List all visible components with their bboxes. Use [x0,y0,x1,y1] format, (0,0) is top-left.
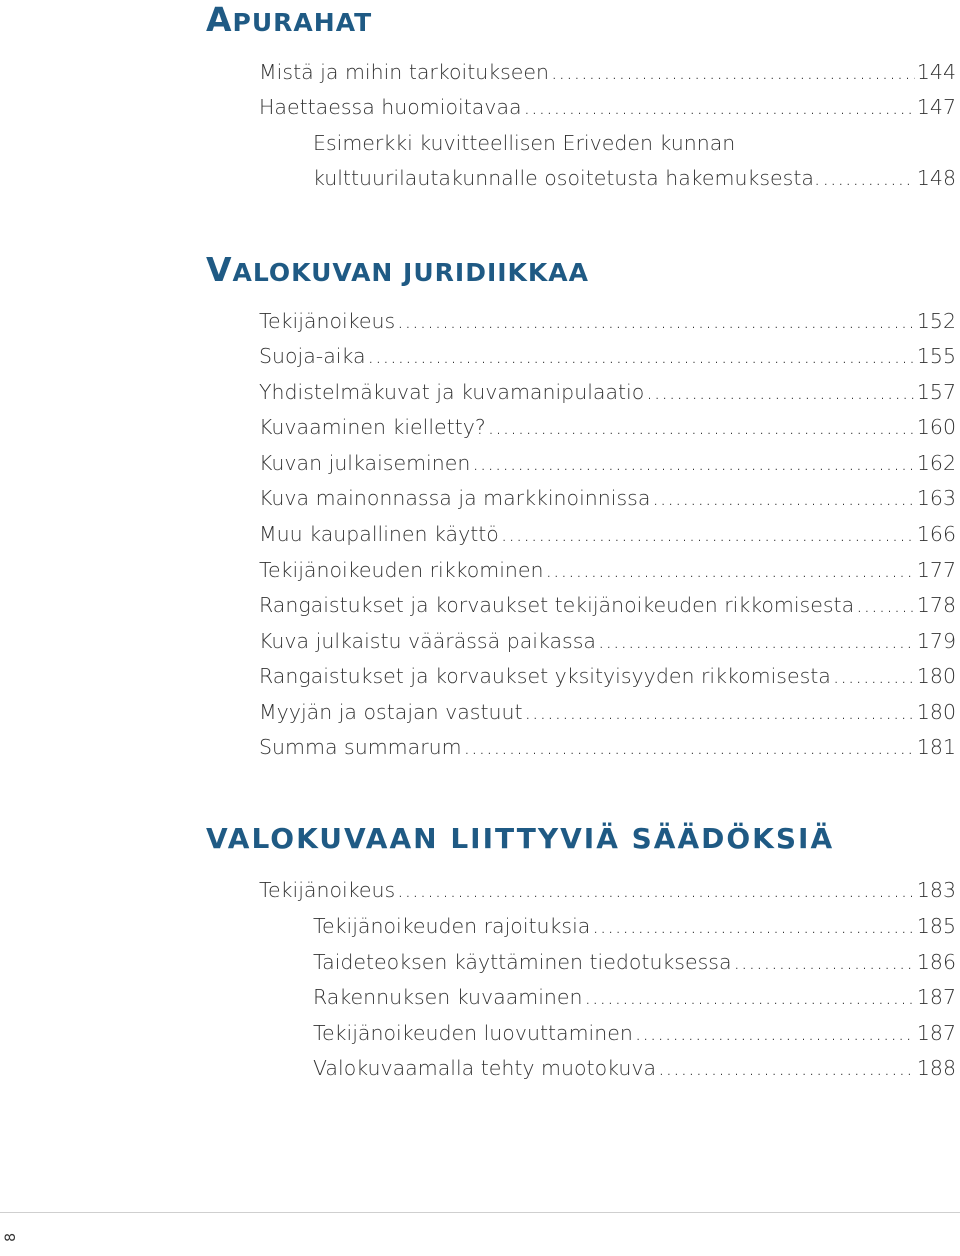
toc-entry-label: Valokuvaamalla tehty muotokuva [313,1056,657,1080]
dot-leader [368,339,915,373]
heading-initial: A [206,0,233,39]
toc-entry[interactable] [259,446,956,480]
dot-leader [524,90,915,124]
toc-entry[interactable] [259,873,956,907]
dot-leader [734,945,915,979]
toc-entry-page: 187 [916,1021,956,1045]
toc-entry[interactable] [259,481,956,515]
dot-leader [488,410,915,444]
toc-entry-label: Kuvaaminen kielletty? [259,415,486,439]
toc-entry-label-line1: Esimerkki kuvitteellisen Eriveden kunnan [313,131,736,155]
toc-entry-page: 178 [916,593,956,617]
toc-entry-page: 177 [916,558,956,582]
dot-leader [822,161,914,195]
page-number: 8 [3,1233,19,1242]
toc-entry[interactable] [259,659,956,693]
toc-entry[interactable] [259,730,956,764]
toc-entry-page: 183 [916,878,956,902]
toc-entry-label: Tekijänoikeus [259,309,396,333]
toc-entry-label: Tekijänoikeuden luovuttaminen [313,1021,633,1045]
toc-entry-page: 163 [916,486,956,510]
dot-leader [856,588,915,622]
dot-leader [464,730,915,764]
toc-entry[interactable] [259,588,956,622]
toc-entry[interactable] [259,553,956,587]
toc-entry-page: 148 [916,166,956,190]
toc-entry-page: 179 [916,629,956,653]
toc-entry-label: Kuva mainonnassa ja markkinoinnissa [259,486,651,510]
toc-entry-page: 188 [916,1056,956,1080]
dot-leader [592,909,915,943]
toc-entry[interactable] [259,339,956,373]
dot-leader [397,873,915,907]
toc-entry-page: 181 [916,735,956,759]
dot-leader [833,659,915,693]
section-heading-apurahat [206,0,372,39]
toc-entry[interactable] [259,624,956,658]
toc-entry[interactable] [259,410,956,444]
dot-leader [397,304,915,338]
toc-entry-page: 155 [916,344,956,368]
toc-entry-page: 185 [916,914,956,938]
toc-entry-label: Rangaistukset ja korvaukset yksityisyyden rikkomisesta [259,664,831,688]
toc-entry-page: 180 [916,664,956,688]
heading-rest: PURAHAT [232,8,373,37]
toc-entry-label: Tekijänoikeus [259,878,396,902]
toc-entry-label: Tekijänoikeuden rajoituksia [313,914,591,938]
toc-entry[interactable] [313,945,956,979]
toc-entry[interactable] [259,55,956,89]
toc-entry-label: Myyjän ja ostajan vastuut [259,700,523,724]
toc-entry-label: Taideteoksen käyttäminen tiedotuksessa [313,950,732,974]
dot-leader [646,375,915,409]
dot-leader [598,624,915,658]
toc-entry[interactable] [313,1016,956,1050]
toc-entry-page: 157 [916,380,956,404]
toc-entry-label: Muu kaupallinen käyttö [259,522,499,546]
toc-entry-label: Summa summarum [259,735,462,759]
section-heading-saadokset: VALOKUVAAN LIITTYVIÄ SÄÄDÖKSIÄ [206,822,835,855]
dot-leader [658,1051,915,1085]
dot-leader [472,446,915,480]
toc-entry-label: Suoja-aika [259,344,366,368]
toc-entry-page: 152 [916,309,956,333]
toc-entry-label: Rangaistukset ja korvaukset tekijänoikeuden rikkomisesta [259,593,855,617]
toc-entry-label: Mistä ja mihin tarkoitukseen [259,60,550,84]
heading-initial: V [206,250,233,289]
toc-entry-page: 166 [916,522,956,546]
toc-entry[interactable] [313,1051,956,1085]
dot-leader [585,980,915,1014]
toc-entry-page: 186 [916,950,956,974]
toc-entry[interactable] [313,161,956,195]
toc-entry-label: Yhdistelmäkuvat ja kuvamanipulaatio [259,380,645,404]
section-heading-valokuvan-juridiikkaa [206,250,589,289]
heading-rest: ALOKUVAN JURIDIIKKAA [232,258,589,287]
toc-entry-label: Haettaessa huomioitavaa [259,95,522,119]
toc-entry-page: 187 [916,985,956,1009]
toc-entry-label: Kuvan julkaiseminen [259,451,471,475]
dot-leader [501,517,915,551]
toc-entry-page: 180 [916,700,956,724]
toc-entry-label: Tekijänoikeuden rikkominen [259,558,544,582]
dot-leader [546,553,915,587]
toc-entry-page: 147 [916,95,956,119]
toc-entry[interactable] [259,695,956,729]
toc-entry-page: 160 [916,415,956,439]
footer-rule [0,1212,960,1213]
toc-entry-page: 144 [916,60,956,84]
toc-entry[interactable] [313,980,956,1014]
toc-entry-label: Kuva julkaistu väärässä paikassa [259,629,596,653]
toc-entry[interactable] [259,90,956,124]
dot-leader [525,695,915,729]
dot-leader [652,481,914,515]
toc-entry[interactable] [259,517,956,551]
dot-leader [635,1016,915,1050]
toc-entry-page: 162 [916,451,956,475]
toc-entry-label: kulttuurilautakunnalle osoitetusta hakemuksesta. [313,166,821,190]
toc-entry[interactable] [259,304,956,338]
toc-entry[interactable] [313,909,956,943]
dot-leader [551,55,915,89]
toc-entry[interactable] [259,375,956,409]
toc-entry-label: Rakennuksen kuvaaminen [313,985,583,1009]
